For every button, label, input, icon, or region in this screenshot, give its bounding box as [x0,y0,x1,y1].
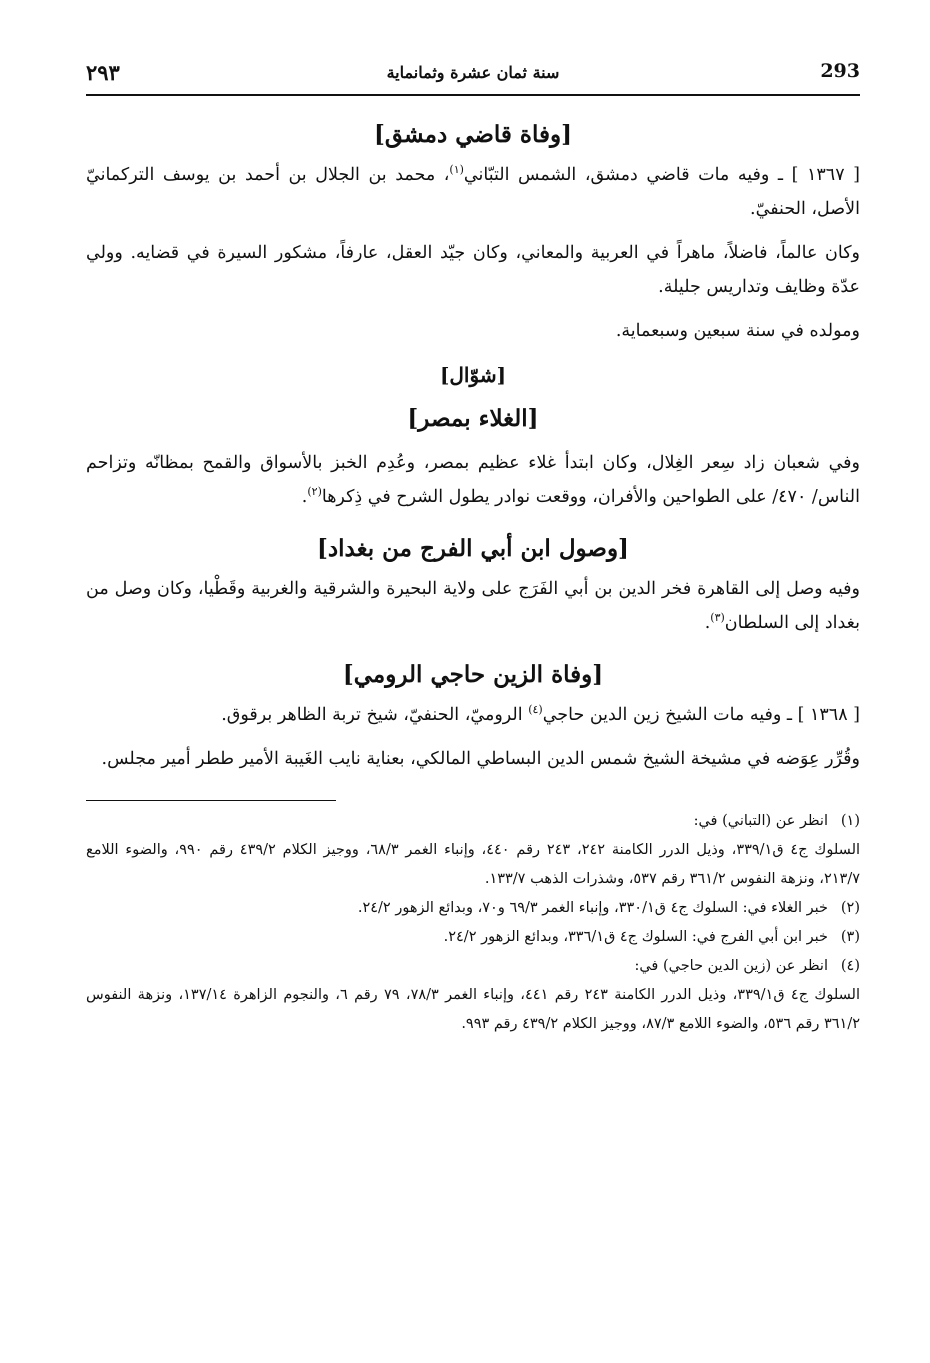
page-number-latin: 293 [820,60,860,82]
paragraph-text: ، محمد بن الجلال بن أحمد بن يوسف التركمانيّ الأصل، الحنفيّ. [86,165,860,219]
footnote-ref: (٣) [710,611,725,625]
paragraph-text: وفيه وصل إلى القاهرة فخر الدين بن أبي الفَرَج على ولاية البحيرة والشرقية والغربية وقَطْيا، وكان وصل من بغداد إلى السلطان [86,579,860,633]
paragraph-text: الروميّ، الحنفيّ، شيخ تربة الظاهر برقوق. [221,705,529,725]
running-title: سنة ثمان عشرة وثمانماية [386,63,560,82]
paragraph-text: [ ١٣٦٨ ] ـ وفيه مات الشيخ زين الدين حاجي [542,705,860,725]
footnote-number: (١) [840,813,860,829]
footnote-separator [86,800,336,801]
footnote-line: انظر عن (زين الدين حاجي) في: [634,958,828,974]
footnote-ref: (٤) [528,703,543,717]
footnote-ref: (١) [449,163,464,177]
paragraph [86,572,860,640]
footnote [86,923,860,952]
month-heading: [شوّال] [439,363,507,387]
paragraph [86,698,860,732]
paragraph: وقُرِّر عِوَضه في مشيخة الشيخ شمس الدين البساطي المالكي، بعناية نايب الغَيبة الأمير ططر أمير مجلس. [101,749,860,769]
page-header [86,50,860,96]
paragraph: ومولده في سنة سبعين وسبعماية. [615,321,860,341]
paragraph-text: [ ١٣٦٧ ] ـ وفيه مات قاضي دمشق، الشمس التبّاني [463,165,861,185]
footnotes [86,807,860,1039]
section-heading: [وصول ابن أبي الفرج من بغداد] [317,535,629,562]
section-heading: [الغلاء بمصر] [407,405,539,432]
page-number-arabic: ٢٩٣ [86,60,120,85]
footnote-line: انظر عن (التباني) في: [693,813,828,829]
paragraph [86,446,860,514]
footnote-body: السلوك ج٤ ق٣٣٩/١، وذيل الدرر الكامنة ٢٤٣ رقم ٤٤١، وإنباء الغمر ٧٨/٣، ٧٩ رقم ٦، والنجوم الزاهرة ١٣٧/١٤، ونزهة النفوس ٣٦١/٢ رقم ٥٣٦، والضوء اللامع ٨٧/٣، ووجيز الكلام ٤٣٩/٢ رقم ٩٩٣. [86,987,861,1032]
section-heading: [وفاة الزين حاجي الرومي] [342,661,604,688]
paragraph: وكان عالماً، فاضلاً، ماهراً في العربية والمعاني، وكان جيّد العقل، عارفاً، مشكور السيرة في قضايه. وولي عدّة وظايف وتداريس جليلة. [86,243,860,297]
footnote [86,894,860,923]
book-page [86,50,860,1340]
paragraph-text: . [301,487,308,507]
footnote-ref: (٢) [307,485,322,499]
footnote-line: خبر ابن أبي الفرج في: السلوك ج٤ ق٣٣٦/١، وبدائع الزهور ٢٤/٢. [443,929,828,945]
section-heading: [وفاة قاضي دمشق] [374,121,572,148]
paragraph [86,158,860,226]
paragraph-text: وفي شعبان زاد سِعر الغِلال، وكان ابتدأ غلاء عظيم بمصر، وعُدِم الخبز بالأسواق والقمح بمظانّه وتزاحم الناس/ ٤٧٠/ على الطواحين والأفران، ووقعت نوادر يطول الشرح في ذِكرها [86,453,860,507]
footnote-body: السلوك ج٤ ق٣٣٩/١، وذيل الدرر الكامنة ٢٤٢، ٢٤٣ رقم ٤٤٠، وإنباء الغمر ٦٨/٣، ووجيز الكلام ٤٣٩/٢ رقم ٩٩٠، والضوء اللامع ٢١٣/٧، ونزهة النفوس ٣٦١/٢ رقم ٥٣٧، وشذرات الذهب ١٣٣/٧. [86,842,861,887]
footnote-number: (٣) [840,929,860,945]
footnote [86,807,860,836]
paragraph-text: . [704,613,711,633]
footnote-number: (٤) [840,958,860,974]
footnote-line: خبر الغلاء في: السلوك ج٤ ق٣٣٠/١، وإنباء الغمر ٦٩/٣ و٧٠، وبدائع الزهور ٢٤/٢. [357,900,828,916]
footnote [86,952,860,981]
footnote-number: (٢) [840,900,860,916]
